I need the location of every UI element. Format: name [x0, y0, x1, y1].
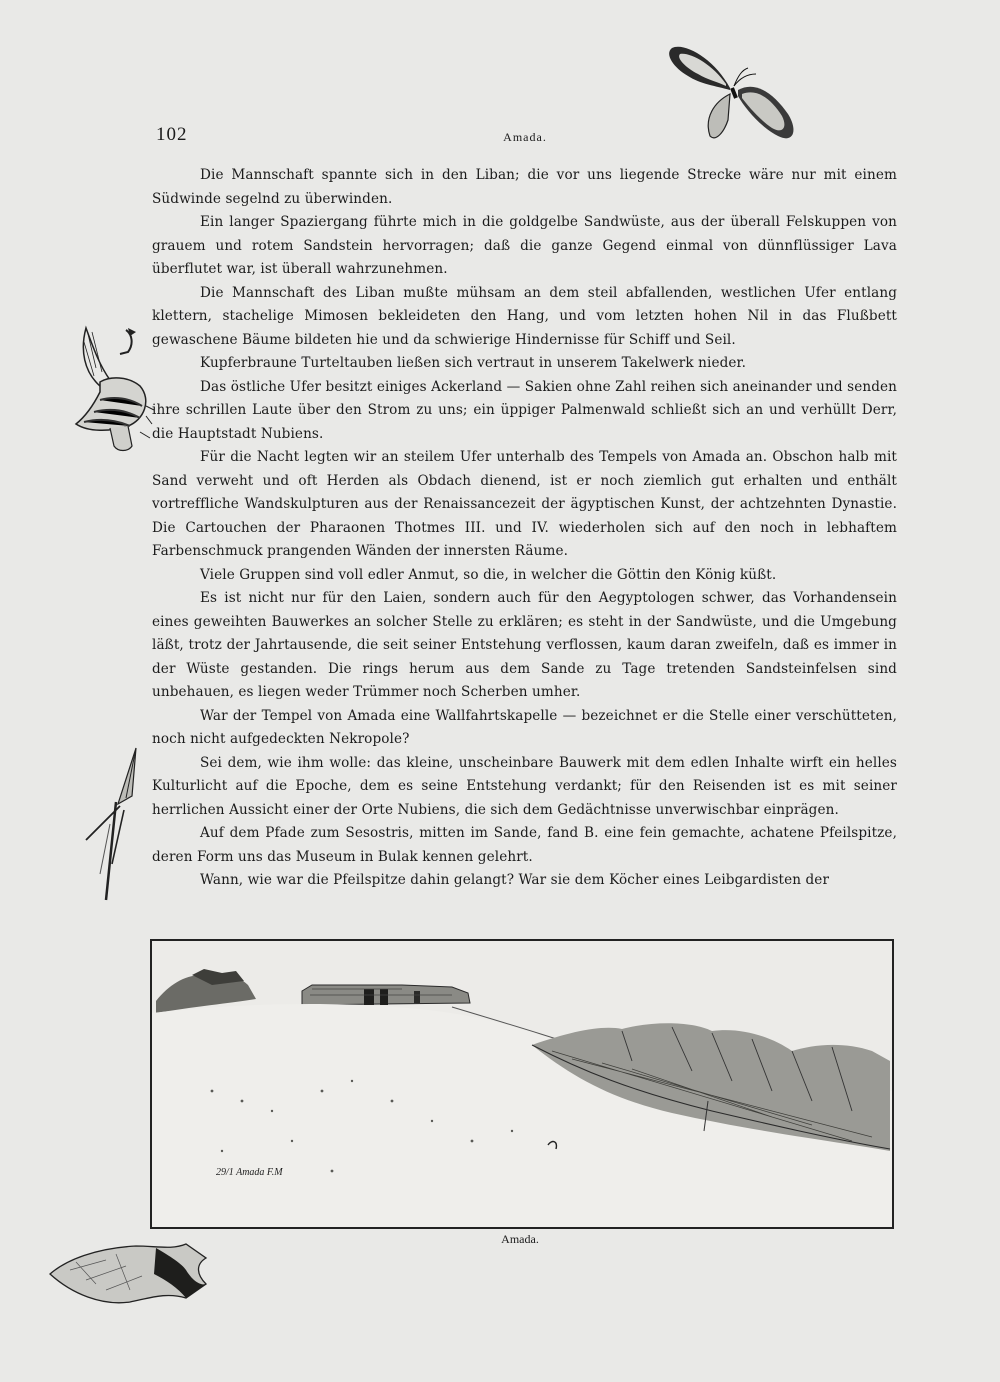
paragraph: Die Mannschaft des Liban mußte mühsam an dem steil abfallenden, westlichen Ufer entlang klettern, stachelige Mimosen bekleideten den Hang, und vom letzten hohen Nil in das Flußbett gewaschene Bäume bildeten hie und da schwierige Hindernisse für Schiff und Seil. — [152, 284, 897, 348]
arrowhead-icon — [46, 1240, 210, 1310]
paragraph: Viele Gruppen sind voll edler Anmut, so die, in welcher die Göttin den König küßt. — [200, 566, 777, 583]
falcon-icon — [70, 320, 158, 460]
landscape-drawing — [152, 941, 892, 1227]
paragraph: Wann, wie war die Pfeilspitze dahin gelangt? War sie dem Köcher eines Leibgardisten der — [200, 872, 830, 888]
engraving-illustration — [150, 939, 894, 1229]
paragraph: Die Mannschaft spannte sich in den Liban; die vor uns liegende Strecke wäre nur mit einem Südwinde segelnd zu überwinden. — [152, 167, 897, 207]
running-head: Amada. — [503, 130, 547, 144]
paragraph: War der Tempel von Amada eine Wallfahrtskapelle — bezeichnet er die Stelle einer verschütteten, noch nicht aufgedeckten Nekropole? — [152, 707, 897, 747]
paragraph: Kupferbraune Turteltauben ließen sich vertraut in unserem Takelwerk nieder. — [200, 355, 747, 371]
text-body — [152, 164, 897, 893]
paragraph: Auf dem Pfade zum Sesostris, mitten im Sande, fand B. eine fein gemachte, achatene Pfeilspitze, deren Form uns das Museum in Bulak kennen gelehrt. — [152, 825, 897, 865]
paragraph: Das östliche Ufer besitzt einiges Ackerland — Sakien ohne Zahl reihen sich aneinander und senden ihre schrillen Laute über den Strom zu uns; ein üppiger Palmenwald schließt sich an und verhüllt Derr, die Hauptstadt Nubiens. — [152, 378, 897, 442]
figure-caption: Amada. — [501, 1232, 539, 1246]
artist-signature: 29/1 Amada F.M — [216, 1167, 283, 1178]
paragraph: Für die Nacht legten wir an steilem Ufer unterhalb des Tempels von Amada an. Obschon halb mit Sand verweht und oft Herden als Obdach dienend, ist er noch ziemlich gut erhalten und enthält vortreffliche Wandskulpturen aus der Renaissancezeit der ägyptischen Kunst, der achtzehnten Dynastie. Die Cartouchen der Pharaonen Thotmes III. und IV. wiederholen sich auf den noch in lebhaftem Farbenschmuck prangenden Wänden der innersten Räume. — [152, 449, 897, 559]
paragraph: Ein langer Spaziergang führte mich in die goldgelbe Sandwüste, aus der überall Felskuppen von grauem und rotem Sandstein hervorragen; daß die ganze Gegend einmal von dünnflüssiger Lava überflutet war, ist überall wahrzunehmen. — [152, 214, 897, 277]
page-number: 102 — [156, 124, 188, 145]
paragraph: Sei dem, wie ihm wolle: das kleine, unscheinbare Bauwerk mit dem edlen Inhalte wirft ein helles Kulturlicht auf die Epoche, dem es seine Entstehung verdankt; für den Reisenden ist es mit seiner herrlichen Aussicht einer der Orte Nubiens, die sich dem Gedächtnisse unverwischbar einprägen. — [152, 754, 897, 818]
arrow-icon — [80, 744, 150, 904]
butterfly-icon — [664, 40, 804, 152]
paragraph: Es ist nicht nur für den Laien, sondern auch für den Aegyptologen schwer, das Vorhandensein eines geweihten Bauwerkes an solcher Stelle zu erklären; es steht in der Sandwüste, und die Umgebung läßt, trotz der Jahrtausende, die seit seiner Entstehung verflossen, kaum daran zweifeln, daß es immer in der Wüste gestanden. Die rings herum aus dem Sande zu Tage tretenden Sandsteinfelsen sind unbehauen, es liegen weder Trümmer noch Scherben umher. — [152, 590, 897, 700]
